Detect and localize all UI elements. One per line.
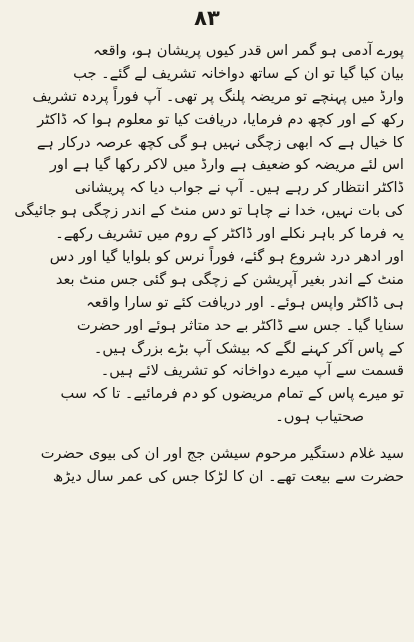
page-text — [12, 40, 404, 489]
paragraph-gap — [12, 429, 404, 443]
text-line: بیان کیا گیا تو ان کے ساتھ دواخانہ تشریف لے گئے۔ جب — [73, 64, 404, 82]
text-line: منٹ کے اندر بغیر آپریشن کے زچگی ہو گئی جس منٹ بعد — [55, 270, 404, 288]
text-line: کا خیال ہے کہ ابھی زچگی نہیں ہو گی کچھ عرصہ درکار ہے — [36, 133, 404, 151]
text-line: پورے آدمی ہو گمر اس قدر کیوں پریشان ہو، واقعہ — [92, 42, 404, 59]
text-line: صحتیاب ہوں۔ — [275, 408, 364, 426]
text-line: قسمت سے آپ میرے دواخانہ کو تشریف لائے ہیں۔ — [100, 362, 404, 380]
text-line: سنایا گیا۔ جس سے ڈاکٹر بے حد متاثر ہوئے اور حضرت — [76, 316, 404, 334]
text-line: رکھ کے اور کچھ دم فرمایا، دریافت کیا تو معلوم ہوا کہ ڈاکٹر — [37, 110, 404, 128]
text-line: سید غلام دستگیر مرحوم سیشن جج اور ان کی بیوی حضرت — [40, 445, 404, 463]
page-number: ۸۳ — [194, 6, 220, 30]
text-line: کی بات نہیں، خدا نے چاہا تو دس منٹ کے اندر زچگی ہو جائیگی — [14, 202, 404, 220]
text-line: ہی ڈاکٹر واپس ہوئے۔ اور دریافت کئے تو سارا واقعہ — [86, 293, 404, 311]
text-line: یہ فرما کر باہر نکلے اور ڈاکٹر کے روم میں تشریف رکھے۔ — [55, 225, 404, 243]
text-line: حضرت سے بیعت تھے۔ ان کا لڑکا جس کی عمر سال دیڑھ — [52, 468, 404, 486]
text-line: تو میرے پاس کے تمام مریضوں کو دم فرمائیے۔ تا کہ سب — [60, 385, 404, 403]
text-line: کے پاس آکر کہنے لگے کہ بیشک آپ بڑے بزرگ ہیں۔ — [93, 339, 404, 357]
text-line: وارڈ میں پہنچے تو مریضہ پلنگ پر تھی۔ آپ فوراً پردہ تشریف — [32, 87, 404, 105]
text-line: ڈاکٹر انتظار کر رہے ہیں۔ آپ نے جواب دیا کہ پریشانی — [74, 179, 404, 197]
text-line: اور ادھر درد شروع ہو گئے، فوراً نرس کو بلوایا گیا اور دس — [49, 248, 404, 266]
text-line: اس لئے مریضہ کو ضعیف ہے وارڈ میں لاکر رکھا گیا ہے اور — [49, 156, 404, 174]
